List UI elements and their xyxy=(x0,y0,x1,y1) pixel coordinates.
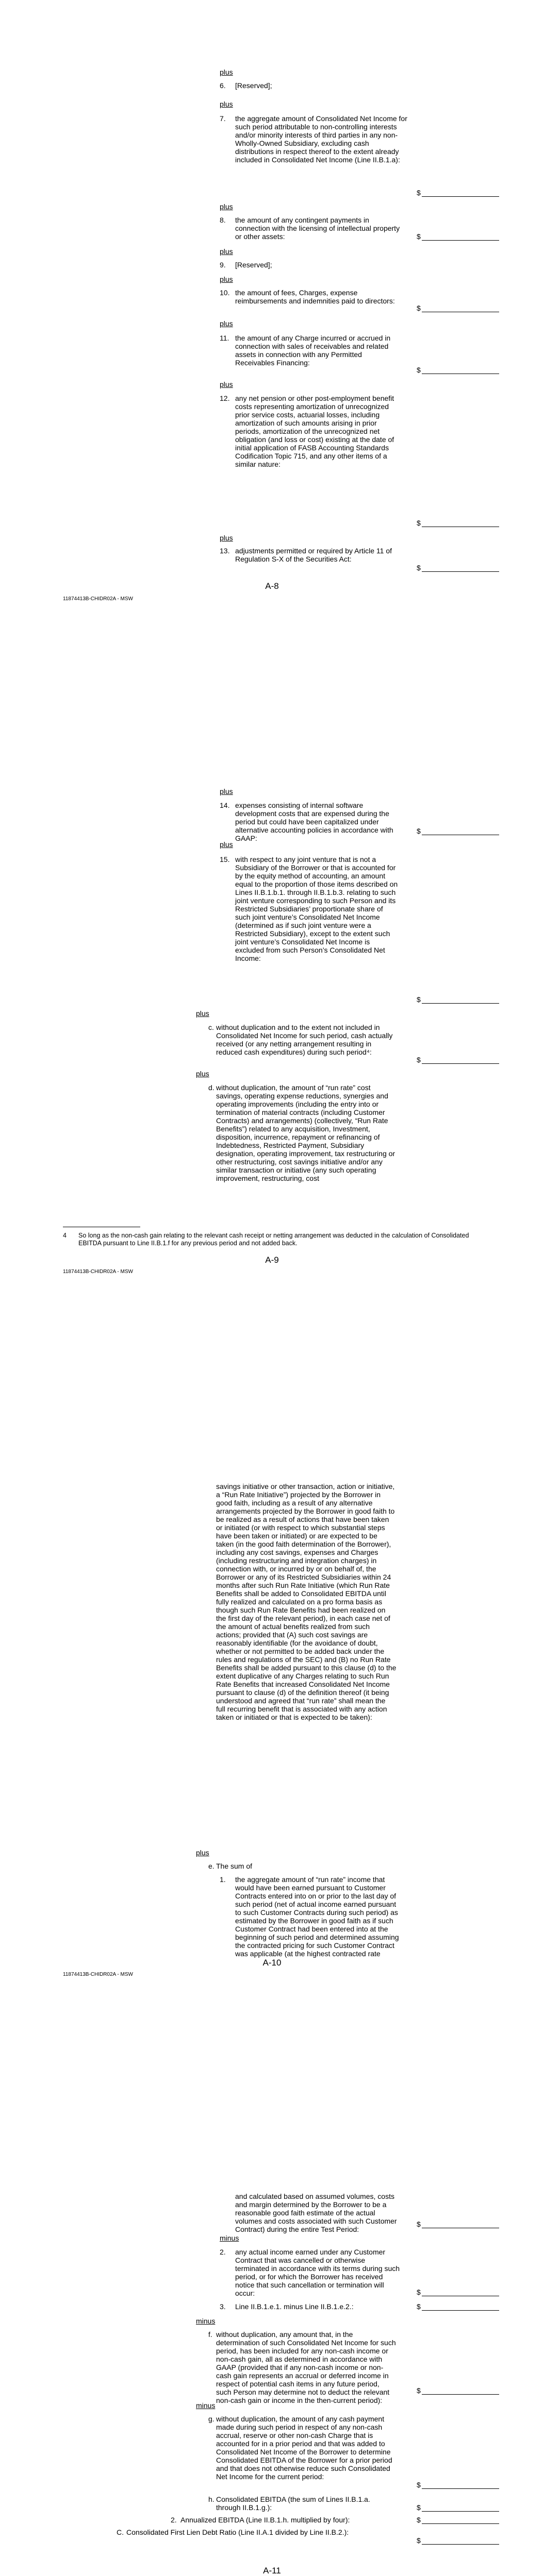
item-number: C. xyxy=(117,2528,124,2536)
item-text: Consolidated EBITDA (the sum of Lines II.B.1.a. through II.B.1.g.): xyxy=(216,2495,370,2512)
plus-label: plus xyxy=(220,68,233,76)
minus-label: minus xyxy=(220,2234,239,2242)
plus-label: plus xyxy=(220,275,233,283)
item-text: the aggregate amount of “run rate” income that would have been earned pursuant to Customer Contracts entered into on or prior to the last day of such period (net of actual income earned pursuant to such Customer Contracts during such period) as estimated by the Borrower in good faith as if such Customer Contract had been entered into at the beginning of such period and determined assuming the contracted pricing for such Customer Contract was applicable (at the highest contracted rate xyxy=(235,1875,399,1958)
item-number: 7. xyxy=(220,114,226,123)
item-text: [Reserved]; xyxy=(235,81,272,90)
item-number: 9. xyxy=(220,261,226,269)
amount-blank[interactable]: $ xyxy=(417,2503,499,2512)
page-number: A-9 xyxy=(265,1255,279,1265)
item-text: the amount of fees, Charges, expense reimbursements and indemnities paid to directors: xyxy=(235,289,395,305)
item-text: with respect to any joint venture that is not a Subsidiary of the Borrower or that is accounted for by the equity method of accounting, an amount equal to the proportion of those items described on Lines II.B.1.b.1. through II.B.1.b.3. relating to such joint venture corresponding to such Person and its Restricted Subsidiaries’ proportionate share of such joint venture’s Consolidated Net Income (determined as if such joint venture were a Restricted Subsidiary), except to the extent such joint venture’s Consolidated Net Income is excluded from such Person’s Consolidated Net Income: xyxy=(235,855,398,962)
item-number: 14. xyxy=(220,801,230,809)
item-text: the amount of any contingent payments in connection with the licensing of intellectual property or other assets: xyxy=(235,216,400,241)
plus-label: plus xyxy=(196,1009,209,1018)
item-text: the aggregate amount of Consolidated Net Income for such period attributable to non-controlling interests and/or minority interests of third parties in any non-Wholly-Owned Subsidiary, excluding cash distributions in respect thereof to the extent already included in Consolidated Net Income (Line II.B.1.a): xyxy=(235,114,407,164)
plus-label: plus xyxy=(196,1849,209,1857)
item-text: without duplication and to the extent not included in Consolidated Net Income for such period, cash actually received (or any netting arrangement resulting in reduced cash expenditures) during such period⁴: xyxy=(216,1023,393,1056)
page-number: A-11 xyxy=(263,2566,281,2575)
item-text: without duplication, the amount of any cash payment made during such period in respect of any non-cash accrual, reserve or other non-cash Charge that is accounted for in a prior period and that was added to Consolidated Net Income of the Borrower to determine Consolidated EBITDA of the Borrower for a prior period and that does not otherwise reduce such Consolidated Net Income for the current period: xyxy=(216,2415,392,2481)
item-number: 12. xyxy=(220,394,230,402)
item-text: any actual income earned under any Customer Contract that was cancelled or otherwise terminated in accordance with its terms during such period, or for which the Borrower has received notice that such cancellation or termination will occur: xyxy=(235,2248,400,2297)
amount-blank[interactable]: $ xyxy=(417,189,499,197)
amount-blank[interactable]: $ xyxy=(417,2516,499,2524)
item-number: 11. xyxy=(220,334,229,342)
item-text: adjustments permitted or required by Article 11 of Regulation S-X of the Securities Act: xyxy=(235,547,392,563)
plus-label: plus xyxy=(220,380,233,388)
footnote-text: So long as the non-cash gain relating to the relevant cash receipt or netting arrangement was deducted in the calculation of Consolidated EBITDA pursuant to Line II.B.1.f for any previous period and not added back. xyxy=(78,1232,469,1247)
plus-label: plus xyxy=(220,534,233,542)
item-number: 6. xyxy=(220,81,226,90)
continuation-text: and calculated based on assumed volumes, costs and margin determined by the Borrower to be a reasonable good faith estimate of the actual volumes and costs associated with such Customer Contract) during the entire Test Period: xyxy=(235,2192,397,2233)
item-number: 10. xyxy=(220,289,230,297)
item-number: 15. xyxy=(220,855,230,863)
continuation-text: savings initiative or other transaction, action or initiative, a “Run Rate Initiative”) projected by the Borrower in good faith, including as a result of any alternative arrangements projected by the Borrower in good faith to be realized as a result of actions that have been taken or initiated (or with respect to which substantial steps have been taken or initiated) or are expected to be taken (in the good faith determination of the Borrower), including any cost savings, expenses and Charges (including restructuring and integration charges) in connection with, or incurred by or on behalf of, the Borrower or any of its Restricted Subsidiaries within 24 months after such Run Rate Initiative (which Run Rate Benefits shall be added to Consolidated EBITDA until fully realized and calculated on a pro forma basis as though such Run Rate Benefits had been realized on the first day of the relevant period), in each case net of the amount of actual benefits realized from such actions; provided that (A) such cost savings are reasonably identifiable (for the avoidance of doubt, whether or not permitted to be added back under the rules and regulations of the SEC) and (B) no Run Rate Benefits shall be added pursuant to this clause (d) to the extent duplicative of any Charges relating to such Run Rate Benefits that increased Consolidated Net Income pursuant to clause (d) of the definition thereof (it being understood and agreed that “run rate” shall mean the full recurring benefit that is associated with any action taken or initiated or that is expected to be taken): xyxy=(216,1482,397,1721)
page-a10 xyxy=(0,1406,544,2110)
plus-label: plus xyxy=(220,840,233,849)
amount-blank[interactable]: $ xyxy=(417,232,499,241)
amount-blank[interactable]: $ xyxy=(417,2302,499,2311)
item-number: c. xyxy=(208,1023,214,1031)
item-text: Line II.B.1.e.1. minus Line II.B.1.e.2.: xyxy=(235,2302,354,2311)
amount-blank[interactable]: $ xyxy=(417,304,499,312)
item-number: h. xyxy=(208,2495,215,2503)
amount-blank[interactable]: $ xyxy=(417,564,499,572)
plus-label: plus xyxy=(220,202,233,211)
amount-blank[interactable]: $ xyxy=(417,519,499,527)
document-id: 11874413B-CHIDR02A - MSW xyxy=(63,596,133,602)
item-text: the amount of any Charge incurred or accrued in connection with sales of receivables and related assets in connection with any Permitted Receivables Financing: xyxy=(235,334,391,367)
amount-blank[interactable]: $ xyxy=(417,2481,499,2489)
item-number: g. xyxy=(208,2415,215,2423)
item-text: [Reserved]; xyxy=(235,261,272,269)
amount-blank[interactable]: $ xyxy=(417,2536,499,2545)
minus-label: minus xyxy=(196,2317,216,2325)
amount-blank[interactable]: $ xyxy=(417,366,499,374)
amount-blank[interactable]: $ xyxy=(417,2220,499,2228)
item-text: without duplication, the amount of “run rate” cost savings, operating expense reductions, synergies and operating improvements (including the entry into or termination of material contracts (including Customer Contracts) and arrangements) (collectively, “Run Rate Benefits”) related to any acquisition, Investment, disposition, incurrence, repayment or refinancing of Indebtedness, Restricted Payment, Subsidiary designation, operating improvement, tax restructuring or other restructuring, cost savings initiative and/or any similar transaction or initiative (any such operating improvement, restructuring, cost xyxy=(216,1083,395,1182)
page-a11 xyxy=(0,2110,544,2576)
item-number: e. xyxy=(208,1862,215,1870)
footnote xyxy=(63,1232,475,1247)
plus-label: plus xyxy=(220,100,233,108)
page-a9 xyxy=(0,703,544,1406)
item-text: any net pension or other post-employment benefit costs representing amortization of unrecognized prior service costs, actuarial losses, including amortization of such amounts arising in prior periods, amortization of the unrecognized net obligation (and loss or cost) existing at the date of initial application of FASB Accounting Standards Codification Topic 715, and any other items of a similar nature: xyxy=(235,394,394,468)
item-number: 2. xyxy=(171,2516,177,2524)
plus-label: plus xyxy=(220,787,233,795)
page-a8 xyxy=(0,0,544,703)
item-text: Annualized EBITDA (Line II.B.1.h. multiplied by four): xyxy=(180,2516,350,2524)
page-number: A-10 xyxy=(262,1958,282,1968)
page-number: A-8 xyxy=(265,581,279,591)
plus-label: plus xyxy=(220,247,233,256)
document-id: 11874413B-CHIDR02A - MSW xyxy=(63,1269,133,1275)
amount-blank[interactable]: $ xyxy=(417,1056,499,1064)
item-number: d. xyxy=(208,1083,215,1092)
amount-blank[interactable]: $ xyxy=(417,2288,499,2296)
document-id: 11874413B-CHIDR02A - MSW xyxy=(63,1972,133,1977)
amount-blank[interactable]: $ xyxy=(417,2386,499,2395)
minus-label: minus xyxy=(196,2401,216,2410)
item-number: 13. xyxy=(220,547,230,555)
item-number: 2. xyxy=(220,2248,226,2256)
item-number: 1. xyxy=(220,1875,226,1884)
item-text: Consolidated First Lien Debt Ratio (Line II.A.1 divided by Line II.B.2.): xyxy=(126,2528,349,2536)
footnote-mark: 4 xyxy=(63,1232,67,1239)
item-number: f. xyxy=(208,2330,212,2338)
plus-label: plus xyxy=(196,1070,209,1078)
amount-blank[interactable]: $ xyxy=(417,995,499,1004)
item-text: expenses consisting of internal software development costs that are expensed during the period but could have been capitalized under alternative accounting policies in accordance with GAAP: xyxy=(235,801,393,842)
item-number: 3. xyxy=(220,2302,226,2311)
item-text: The sum of xyxy=(216,1862,253,1870)
plus-label: plus xyxy=(220,319,233,328)
item-text: without duplication, any amount that, in the determination of such Consolidated Net Income for such period, has been included for any non-cash income or non-cash gain, all as determined in accordance with GAAP (provided that if any non-cash income or non-cash gain represents an accrual or deferred income in respect of potential cash items in any future period, such Person may determine not to deduct the relevant non-cash gain or income in the then-current period): xyxy=(216,2330,396,2404)
item-number: 8. xyxy=(220,216,226,224)
amount-blank[interactable]: $ xyxy=(417,827,499,835)
